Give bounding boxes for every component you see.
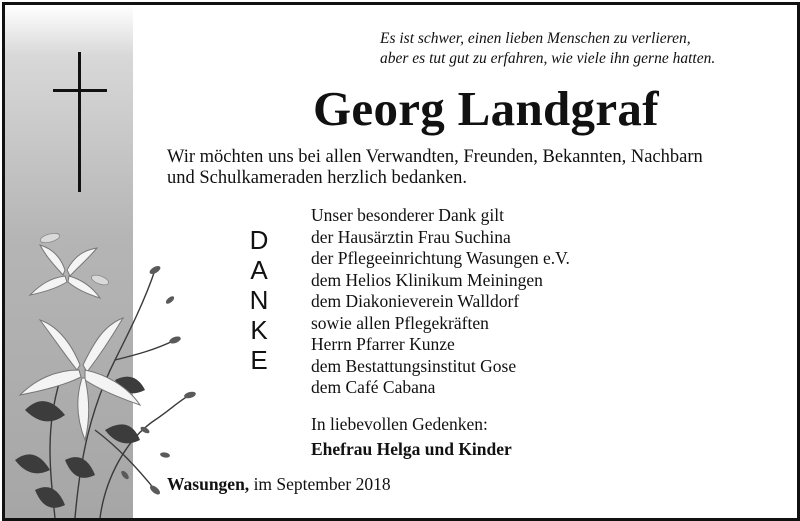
list-item: dem Bestattungsinstitut Gose	[311, 355, 517, 376]
danke-letter: N	[249, 285, 269, 315]
list-item: dem Helios Klinikum Meiningen	[311, 269, 543, 290]
danke-letter: K	[250, 315, 268, 345]
general-thanks	[167, 147, 777, 189]
cross-icon	[53, 52, 107, 192]
list-item: der Hausärztin Frau Suchina	[311, 226, 511, 247]
thanks-line-1: Wir möchten uns bei allen Verwandten, Freunden, Bekannten, Nachbarn	[167, 147, 703, 167]
quote-line-2: aber es tut gut zu erfahren, wie viele ihn gerne hatten.	[380, 50, 716, 67]
place-and-date	[167, 474, 391, 495]
danke-letter: E	[250, 345, 268, 375]
special-thanks-intro: Unser besonderer Dank gilt	[311, 205, 504, 225]
memory-line: In liebevollen Gedenken:	[311, 414, 488, 434]
list-item: dem Café Cabana	[311, 377, 436, 397]
place-date: im September 2018	[253, 474, 391, 494]
list-item: der Pflegeeinrichtung Wasungen e.V.	[311, 248, 570, 268]
family-signature: Ehefrau Helga und Kinder	[311, 439, 512, 459]
quote-line-1: Es ist schwer, einen lieben Menschen zu verlieren,	[380, 30, 691, 47]
danke-letter: A	[250, 255, 268, 285]
place-town: Wasungen,	[167, 474, 250, 494]
list-item: sowie allen Pflegekräften	[311, 312, 489, 333]
list-item: Herrn Pfarrer Kunze	[311, 334, 455, 354]
deceased-name: Georg Landgraf	[313, 81, 659, 136]
consolation-quote	[380, 29, 780, 69]
danke-vertical-word	[241, 225, 277, 375]
special-thanks-list	[311, 205, 570, 399]
obituary-notice	[2, 2, 800, 521]
list-item: dem Diakonieverein Walldorf	[311, 291, 520, 311]
thanks-line-2: und Schulkameraden herzlich bedanken.	[167, 168, 467, 188]
danke-letter: D	[249, 225, 269, 255]
